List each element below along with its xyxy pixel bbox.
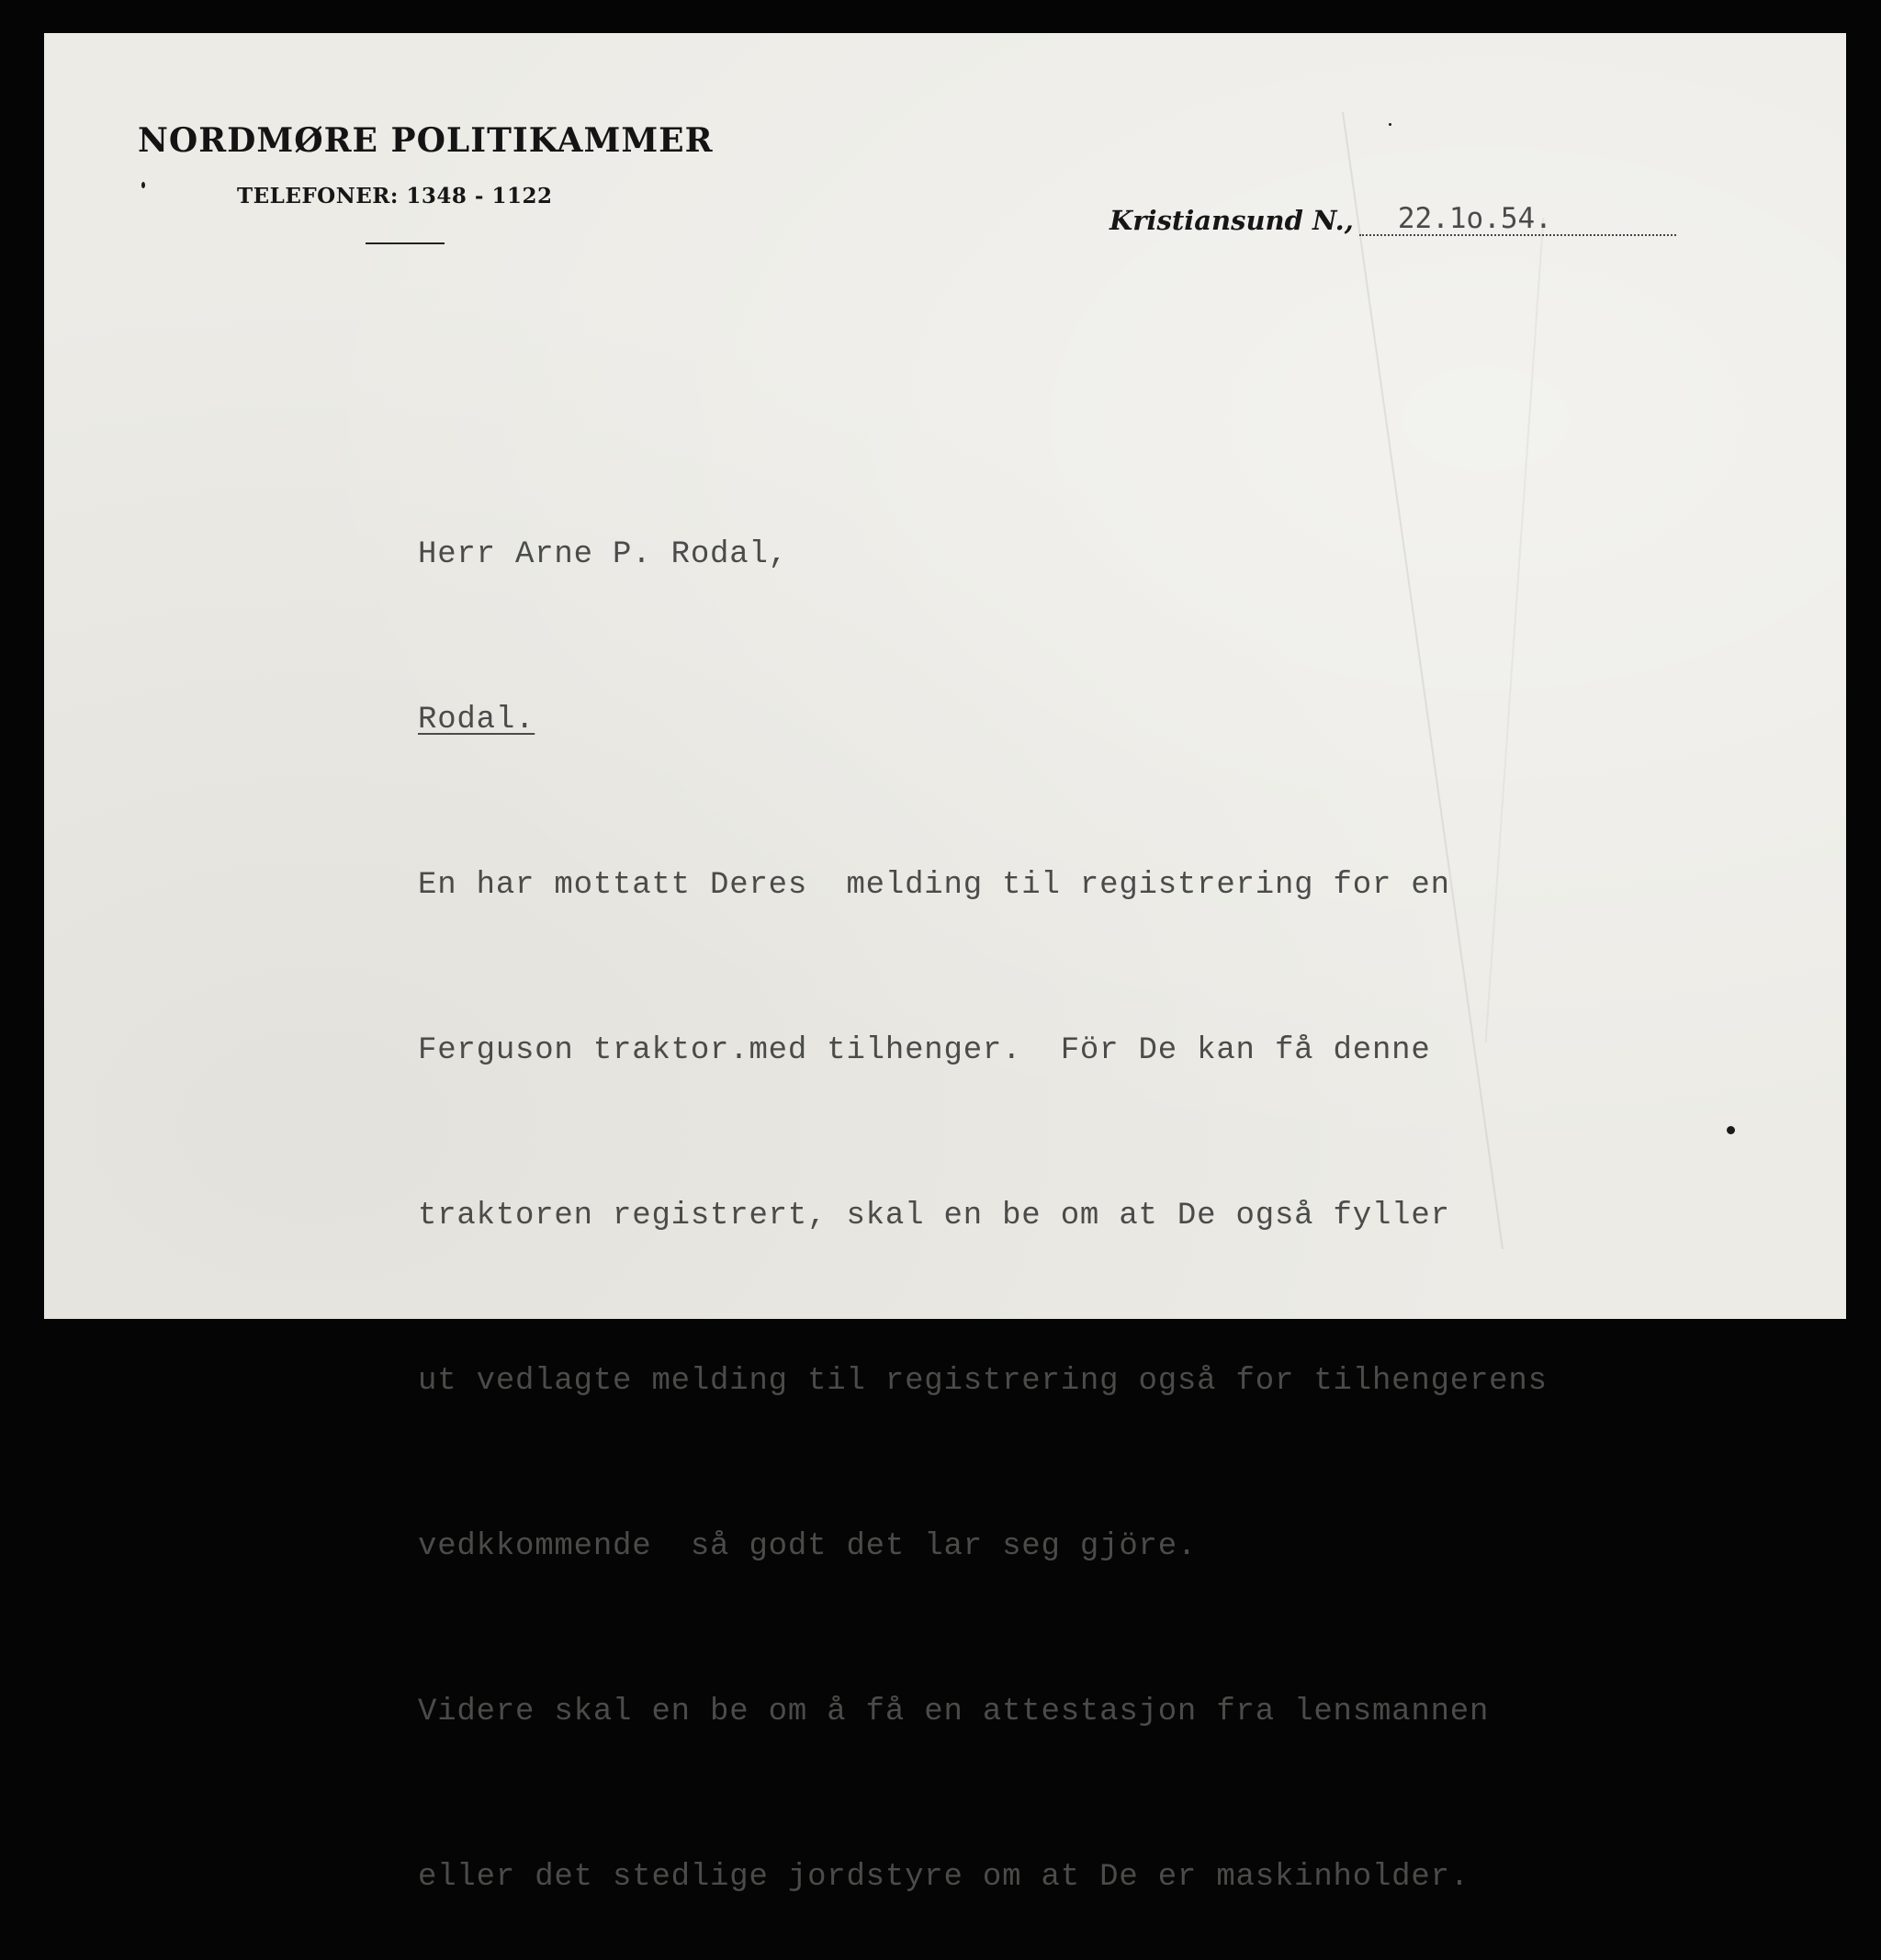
letter-body [418, 417, 1548, 1960]
body-line: Ferguson traktor.med tilhenger. För De kan få denne [418, 1033, 1431, 1068]
salutation: Herr Arne P. Rodal, [418, 537, 788, 572]
ink-speck [1389, 123, 1391, 126]
body-line: Videre skal en be om å få en attestasjon fra lensmannen [418, 1695, 1490, 1729]
body-line: eller det stedlige jordstyre om at De er maskinholder. [418, 1860, 1470, 1895]
ink-speck [1727, 1126, 1735, 1134]
date-field: 22.1o.54. [1359, 204, 1676, 236]
letterhead-title: NORDMØRE POLITIKAMMER [138, 121, 714, 160]
body-line: traktoren registrert, skal en be om at De også fyller [418, 1199, 1450, 1233]
body-line: En har mottatt Deres melding til registrering for en [418, 868, 1450, 903]
body-line: vedkkommende så godt det lar seg gjöre. [418, 1529, 1198, 1564]
place-date [1109, 204, 1676, 236]
letterhead-phone: TELEFONER: 1348 - 1122 [237, 184, 553, 208]
place-label: Kristiansund N., [1109, 204, 1354, 236]
address-line: Rodal. [418, 703, 535, 738]
letterhead-divider [366, 242, 445, 244]
body-line: ut vedlagte melding til registrering også for tilhengerens [418, 1364, 1548, 1399]
ink-speck [141, 182, 145, 188]
